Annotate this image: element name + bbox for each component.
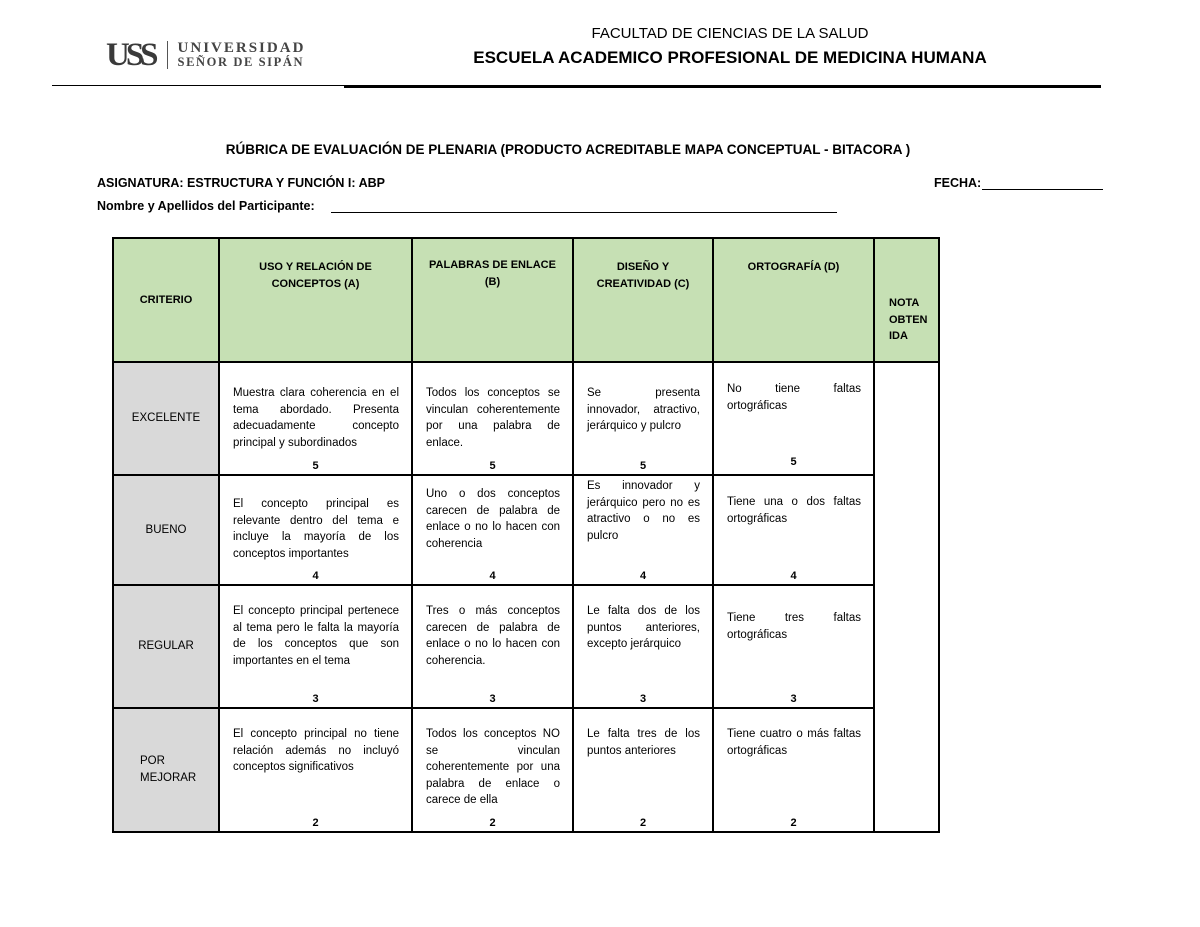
rubric-cell (713, 585, 874, 708)
cell-description: El concepto principal es relevante dentro del tema e incluye la mayoría de los conceptos importantes (233, 498, 399, 560)
header-palabras-enlace: PALABRAS DE ENLACE (B) (412, 238, 573, 362)
fecha-blank-line (982, 189, 1103, 190)
cell-score: 2 (790, 816, 797, 829)
school-name: ESCUELA ACADEMICO PROFESIONAL DE MEDICINA HUMANA (473, 48, 987, 67)
header-nota-obtenida (874, 238, 939, 362)
rubric-table (112, 237, 940, 833)
table-row (113, 585, 939, 708)
cell-description: No tiene faltas ortográficas (727, 383, 861, 412)
rubric-cell (713, 362, 874, 475)
rubric-cell (412, 362, 573, 475)
participant-name-label: Nombre y Apellidos del Participante: (97, 199, 315, 213)
header-rule-thin (52, 85, 344, 86)
logo-text (178, 41, 306, 69)
cell-description: El concepto principal no tiene relación además no incluyó conceptos significativos (233, 728, 399, 773)
rubric-cell (412, 585, 573, 708)
cell-score: 3 (639, 693, 647, 705)
cell-score: 4 (312, 570, 319, 582)
header-rule-thick (344, 85, 1101, 88)
cell-score: 5 (312, 460, 319, 472)
cell-description: Todos los conceptos NO se vinculan coherentemente por una palabra de enlace o carece de ella (426, 728, 560, 806)
rubric-cell (713, 708, 874, 832)
table-row (113, 708, 939, 832)
cell-description: Tiene cuatro o más faltas ortográficas (727, 728, 861, 757)
header-diseno-creatividad: DISEÑO Y CREATIVIDAD (C) (573, 238, 713, 362)
cell-description: Le falta dos de los puntos anteriores, excepto jerárquico (587, 605, 700, 650)
rubric-cell (573, 708, 713, 832)
cell-score: 3 (312, 693, 319, 705)
cell-description: Uno o dos conceptos carecen de palabra de enlace o no lo hacen con coherencia (426, 488, 560, 550)
cell-score: 5 (639, 460, 647, 472)
rubric-cell (573, 585, 713, 708)
criterio-cell: POR MEJORAR (113, 708, 219, 832)
table-row (113, 362, 939, 475)
cell-description: Le falta tres de los puntos anteriores (587, 728, 700, 757)
rubric-cell (412, 475, 573, 585)
criterio-cell: REGULAR (113, 585, 219, 708)
cell-score: 2 (489, 816, 496, 829)
document-title: RÚBRICA DE EVALUACIÓN DE PLENARIA (PRODUCTO ACREDITABLE MAPA CONCEPTUAL - BITACORA ) (225, 142, 911, 157)
cell-score: 3 (790, 693, 797, 705)
nota-obtenida-text: NOTA OBTENIDA (889, 297, 928, 343)
faculty-name: FACULTAD DE CIENCIAS DE LA SALUD (591, 25, 869, 42)
header-row (113, 238, 939, 362)
cell-score: 3 (489, 693, 496, 705)
cell-score: 2 (639, 816, 647, 829)
header-ortografia: ORTOGRAFÍA (D) (713, 238, 874, 362)
rubric-cell (219, 585, 412, 708)
cell-description: El concepto principal pertenece al tema pero le falta la mayoría de los conceptos que son importantes en el tema (233, 605, 399, 667)
header-uso-relacion-conceptos: USO Y RELACIÓN DE CONCEPTOS (A) (219, 238, 412, 362)
cell-score: 4 (790, 570, 797, 582)
logo-mark: USS (106, 36, 155, 73)
cell-score: 2 (312, 816, 319, 829)
fecha-label: FECHA: (934, 176, 982, 190)
cell-description: Todos los conceptos se vinculan coherentemente por una palabra de enlace. (426, 387, 560, 449)
cell-score: 5 (790, 456, 797, 468)
rubric-cell (219, 475, 412, 585)
cell-description: Muestra clara coherencia en el tema abordado. Presenta adecuadamente concepto principal y subordinados (233, 387, 399, 449)
cell-description: Tiene una o dos faltas ortográficas (727, 496, 861, 525)
logo-line1: UNIVERSIDAD (177, 40, 306, 56)
criterio-cell: BUENO (113, 475, 219, 585)
rubric-cell (573, 362, 713, 475)
header-criterio: CRITERIO (113, 238, 219, 362)
nota-obtenida-cell (874, 362, 939, 832)
logo-line2: SEÑOR DE SIPÁN (177, 55, 305, 69)
rubric-cell (219, 362, 412, 475)
cell-score: 4 (639, 570, 647, 582)
rubric-cell (573, 475, 713, 585)
cell-description: Tiene tres faltas ortográficas (727, 612, 861, 641)
cell-score: 4 (489, 570, 496, 582)
table-row (113, 475, 939, 585)
cell-description: Es innovador y jerárquico pero no es atractivo o no es pulcro (587, 480, 700, 542)
asignatura-label: ASIGNATURA: ESTRUCTURA Y FUNCIÓN I: ABP (97, 176, 385, 190)
rubric-cell (219, 708, 412, 832)
university-logo (106, 38, 305, 72)
participant-name-blank-line (331, 212, 837, 213)
rubric-cell (412, 708, 573, 832)
logo-divider (167, 41, 168, 69)
cell-description: Se presenta innovador, atractivo, jerárquico y pulcro (587, 387, 700, 432)
cell-score: 5 (489, 460, 496, 472)
rubric-cell (713, 475, 874, 585)
cell-description: Tres o más conceptos carecen de palabra de enlace o no lo hacen con coherencia. (426, 605, 560, 667)
criterio-cell: EXCELENTE (113, 362, 219, 475)
